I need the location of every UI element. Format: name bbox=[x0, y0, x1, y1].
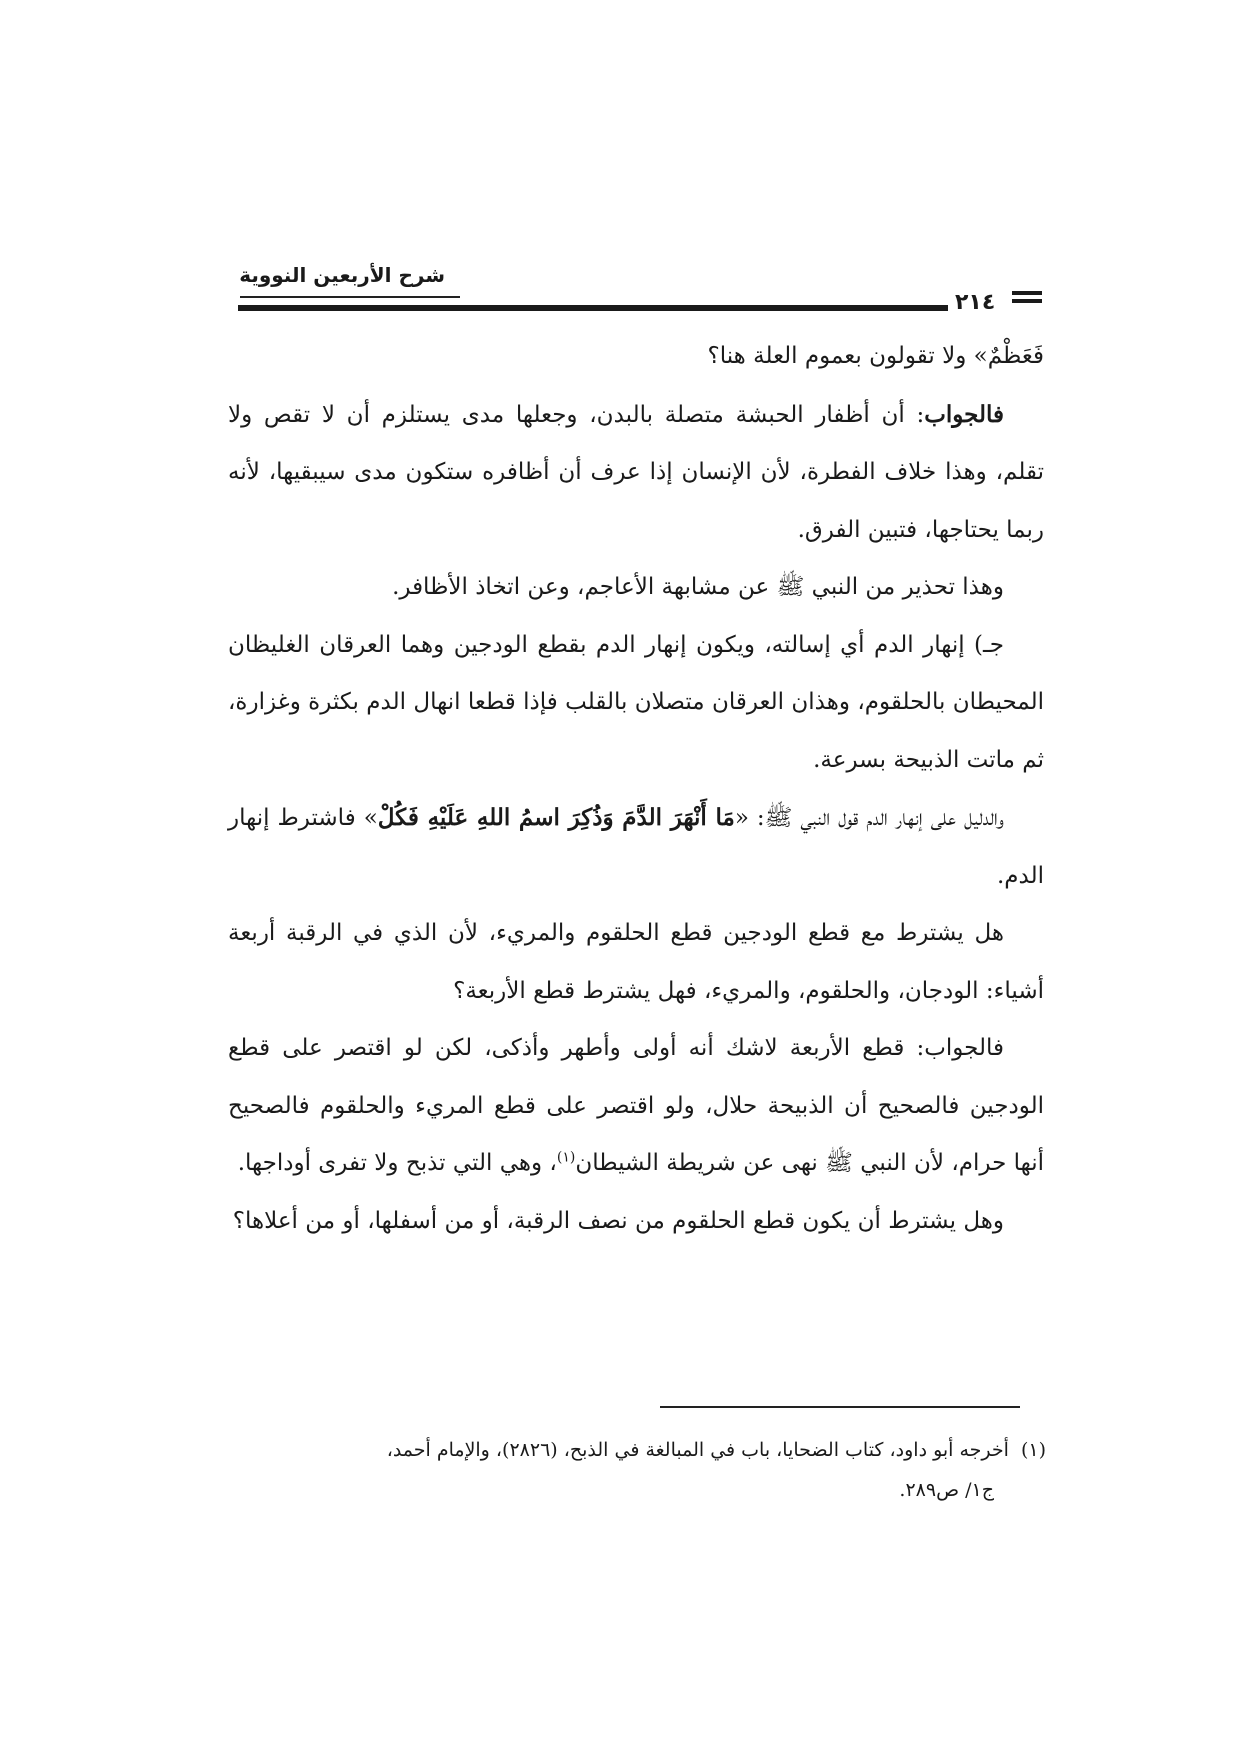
footnote-ref-1[interactable]: (١) bbox=[556, 1149, 576, 1166]
page-number: ٢١٤ bbox=[955, 290, 996, 315]
footnote-line-2: ج١/ ص٢٨٩. bbox=[899, 1479, 994, 1501]
header-rule bbox=[238, 305, 948, 311]
header-thin-rule bbox=[240, 296, 460, 298]
footnote-number: (١) bbox=[1020, 1439, 1046, 1461]
paragraph-7-text: فالجواب: قطع الأربعة لاشك أنه أولى وأطهر وأذكى، لكن لو اقتصر على قطع الودجين فالصحيح أن الذبيحة حلال، ولو اقتصر على قطع المريء والحلقوم فالصحيح أنها حرام، لأن النبي ﷺ نهى عن شريطة الشيطان bbox=[228, 1035, 1044, 1176]
footnote-line-1: أخرجه أبو داود، كتاب الضحايا، باب في المبالغة في الذبح، (٢٨٢٦)، والإمام أحمد، bbox=[386, 1439, 1009, 1461]
paragraph-3: وهذا تحذير من النبي ﷺ عن مشابهة الأعاجم، وعن اتخاذ الأظافر. bbox=[392, 574, 1004, 600]
footnote-1 bbox=[220, 1430, 1046, 1510]
body-text bbox=[228, 328, 1044, 1250]
paragraph-5-end: » فاشترط إنهار الدم. bbox=[228, 805, 1044, 889]
paragraph-5 bbox=[228, 789, 1044, 905]
paragraph-4: جـ) إنهار الدم أي إسالته، ويكون إنهار الدم بقطع الودجين وهما العرقان الغليظان المحيطان بالحلقوم، وهذان العرقان متصلان بالقلب فإذا قطعا انهال الدم بكثرة وغزارة، ثم ماتت الذبيحة بسرعة. bbox=[228, 631, 1044, 773]
paragraph-1: فَعَظْمٌ» ولا تقولون بعموم العلة هنا؟ bbox=[707, 343, 1044, 369]
running-header-title: شرح الأربعين النووية bbox=[239, 263, 445, 287]
hadith-quote: مَا أَنْهَرَ الدَّمَ وَذُكِرَ اسمُ اللهِ عَلَيْهِ فَكُلْ bbox=[377, 804, 735, 831]
footnote-separator bbox=[660, 1406, 1020, 1408]
paragraph-7-end: ، وهي التي تذبح ولا تفرى أوداجها. bbox=[237, 1150, 557, 1176]
page-number-mark-bottom bbox=[1012, 299, 1042, 303]
page-number-mark-top bbox=[1012, 291, 1042, 295]
paragraph-6: هل يشترط مع قطع الودجين قطع الحلقوم والمريء، لأن الذي في الرقبة أربعة أشياء: الودجان، والحلقوم، والمريء، فهل يشترط قطع الأربعة؟ bbox=[228, 920, 1044, 1004]
paragraph-8: وهل يشترط أن يكون قطع الحلقوم من نصف الرقبة، أو من أسفلها، أو من أعلاها؟ bbox=[232, 1207, 1004, 1234]
paragraph-2-text: : أن أظفار الحبشة متصلة بالبدن، وجعلها مدى يستلزم أن لا تقص ولا تقلم، وهذا خلاف الفطرة، لأن الإنسان إذا عرف أن أظافره ستكون مدى سيبقيها، لأنه ربما يحتاجها، فتبين الفرق. bbox=[228, 401, 1044, 543]
answer-lead: فالجواب bbox=[924, 400, 1004, 428]
paragraph-2 bbox=[228, 386, 1044, 560]
paragraph-5-intro: والدليل على إنهار الدم قول النبي ﷺ: « bbox=[734, 805, 1004, 831]
paragraph-7 bbox=[228, 1020, 1044, 1193]
